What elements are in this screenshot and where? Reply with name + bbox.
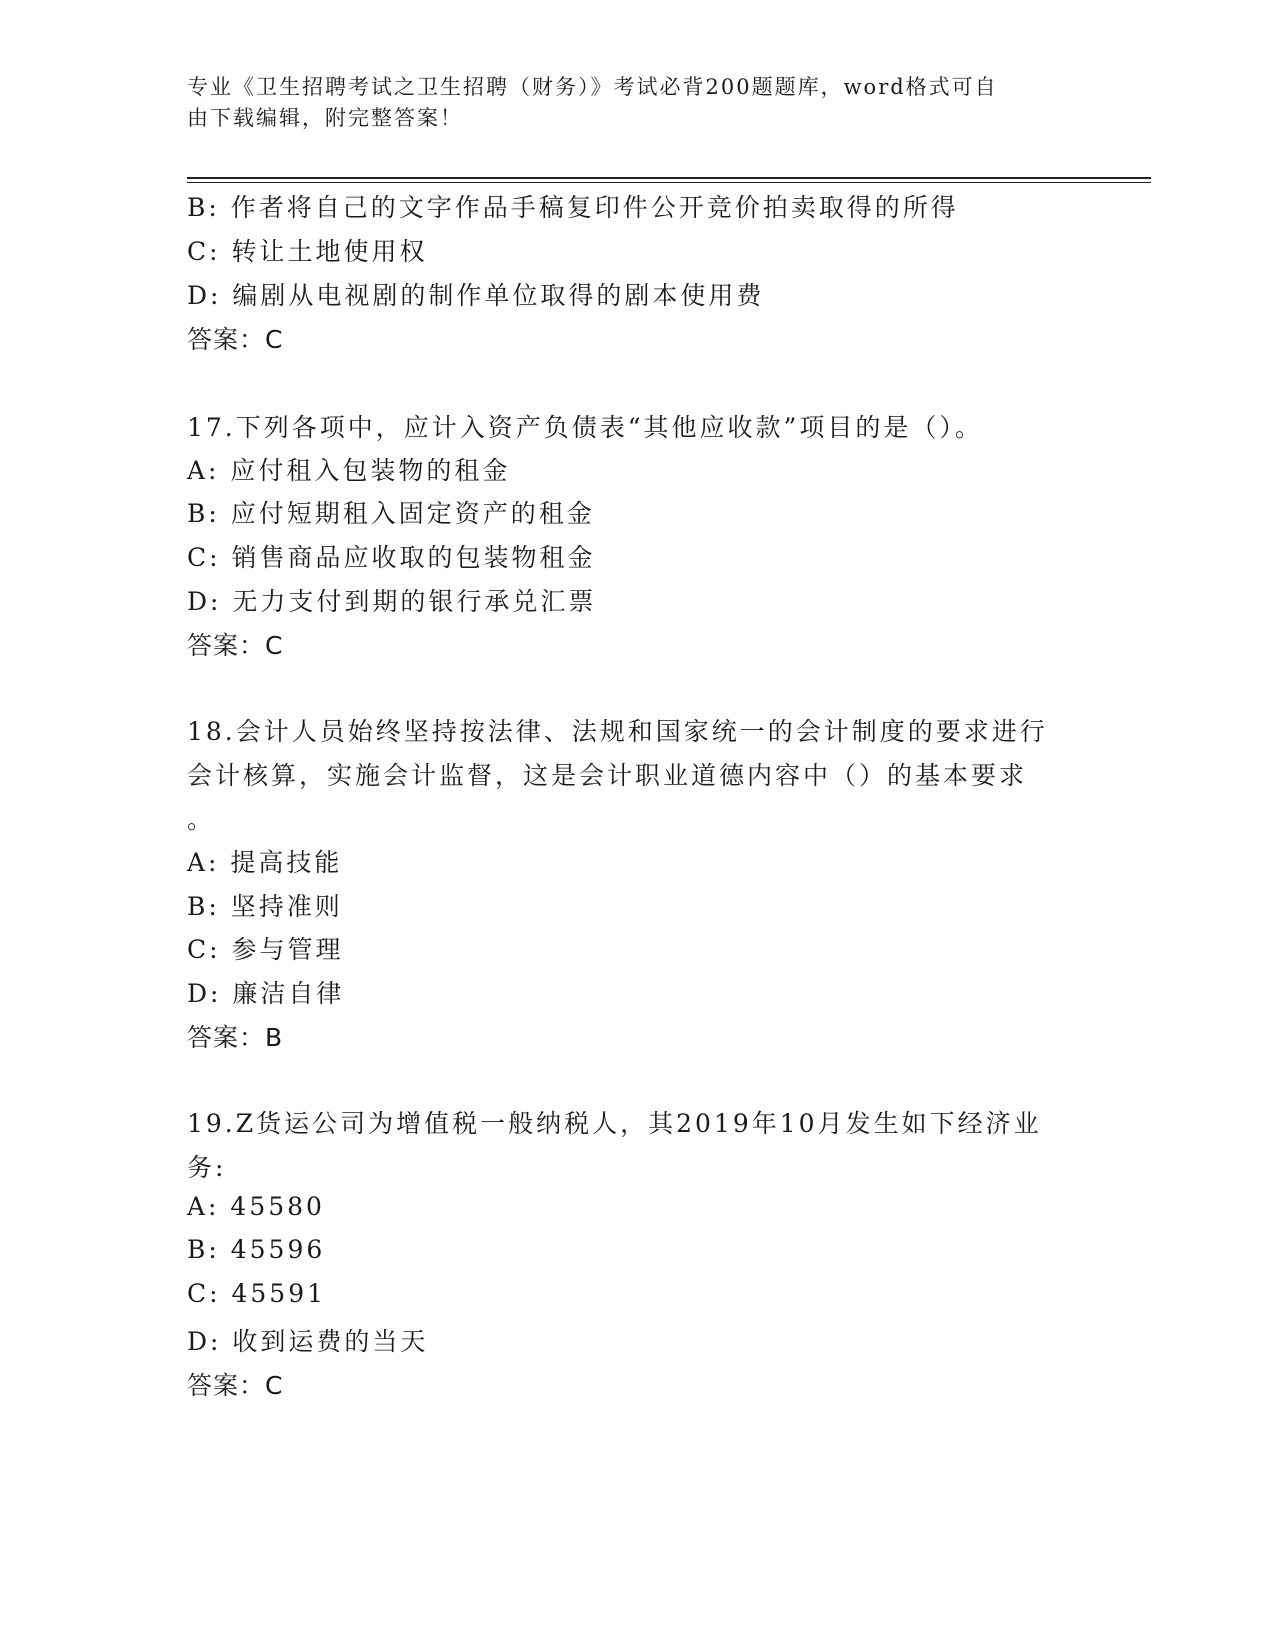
document-header <box>187 72 1087 134</box>
q18-answer: 答案：B <box>187 1023 284 1052</box>
q16-answer: 答案：C <box>187 325 284 354</box>
q17-option-c: C: 销售商品应收取的包装物租金 <box>187 543 596 572</box>
q18-option-b: B: 坚持准则 <box>187 892 343 921</box>
q19-option-c: C: 45591 <box>187 1279 327 1308</box>
q17-option-a: A: 应付租入包装物的租金 <box>187 456 511 485</box>
header-line-1: 专业《卫生招聘考试之卫生招聘（财务）》考试必背200题题库，word格式可自 <box>187 75 998 99</box>
q19-option-d: D: 收到运费的当天 <box>187 1327 429 1356</box>
q16-option-b: B: 作者将自己的文字作品手稿复印件公开竞价拍卖取得的所得 <box>187 193 959 222</box>
q16-option-d: D: 编剧从电视剧的制作单位取得的剧本使用费 <box>187 281 765 310</box>
q19-stem-line-2: 务: <box>187 1153 227 1182</box>
q18-option-d: D: 廉洁自律 <box>187 979 345 1008</box>
header-line-2: 由下载编辑，附完整答案！ <box>187 106 463 130</box>
q17-option-b: B: 应付短期租入固定资产的租金 <box>187 499 595 528</box>
q19-stem-line-1: 19.Z货运公司为增值税一般纳税人，其2019年10月发生如下经济业 <box>187 1109 1042 1138</box>
q18-stem-line-2: 会计核算，实施会计监督，这是会计职业道德内容中（）的基本要求 <box>187 761 1028 790</box>
q18-stem-line-1: 18.会计人员始终坚持按法律、法规和国家统一的会计制度的要求进行 <box>187 717 1048 746</box>
q16-option-c: C: 转让土地使用权 <box>187 237 428 266</box>
q17-option-d: D: 无力支付到期的银行承兑汇票 <box>187 587 597 616</box>
q19-option-b: B: 45596 <box>187 1235 326 1264</box>
q18-stem-line-3: 。 <box>187 805 216 834</box>
q17-stem: 17.下列各项中，应计入资产负债表“其他应收款”项目的是（）。 <box>187 413 983 442</box>
q19-option-a: A: 45580 <box>187 1192 325 1221</box>
q19-answer: 答案：C <box>187 1371 284 1400</box>
q18-option-a: A: 提高技能 <box>187 848 343 877</box>
q18-option-c: C: 参与管理 <box>187 935 344 964</box>
q17-answer: 答案：C <box>187 631 284 660</box>
header-rule-thin <box>187 182 1151 183</box>
header-rule-thick <box>187 177 1151 179</box>
